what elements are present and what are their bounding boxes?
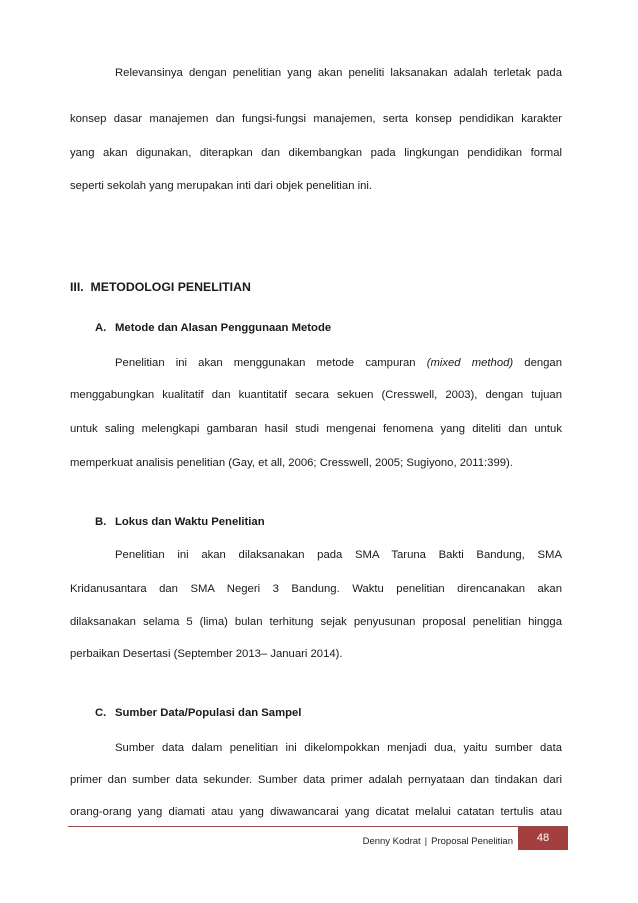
- paragraph-line: Penelitian ini akan dilaksanakan pada SMA Taruna Bakti Bandung, SMA: [115, 549, 562, 561]
- footer-rule: [68, 826, 568, 827]
- paragraph-line: Kridanusantara dan SMA Negeri 3 Bandung. Waktu penelitian direncanakan akan: [70, 583, 562, 595]
- paragraph-line: orang-orang yang diamati atau yang diwawancarai yang dicatat melalui catatan tertulis atau: [70, 806, 562, 818]
- paragraph-line: perbaikan Desertasi (September 2013– Januari 2014).: [70, 648, 343, 660]
- text-run: Penelitian ini akan menggunakan metode campuran: [115, 357, 427, 369]
- paragraph-line: konsep dasar manajemen dan fungsi-fungsi manajemen, serta konsep pendidikan karakter: [70, 113, 562, 125]
- footer-author: Denny Kodrat: [362, 836, 421, 847]
- paragraph-line: Sumber data dalam penelitian ini dikelompokkan menjadi dua, yaitu sumber data: [115, 742, 562, 754]
- section-title: METODOLOGI PENELITIAN: [90, 280, 251, 294]
- section-heading: [70, 279, 251, 295]
- footer-separator: |: [424, 836, 428, 847]
- subsection-title: Lokus dan Waktu Penelitian: [115, 516, 265, 528]
- subsection-heading-a: [95, 320, 331, 336]
- subsection-title: Sumber Data/Populasi dan Sampel: [115, 707, 302, 719]
- text-run: dengan: [513, 357, 562, 369]
- paragraph-line: yang akan digunakan, diterapkan dan dikembangkan pada lingkungan pendidikan formal: [70, 147, 562, 159]
- footer-text: [363, 835, 513, 849]
- subsection-letter: C.: [95, 707, 107, 719]
- italic-term: (mixed method): [426, 357, 514, 369]
- subsection-letter: A.: [95, 322, 107, 334]
- paragraph-line: primer dan sumber data sekunder. Sumber data primer adalah pernyataan dan tindakan dari: [70, 774, 562, 786]
- paragraph-line: untuk saling melengkapi gambaran hasil studi mengenai fenomena yang diteliti dan untuk: [70, 423, 562, 435]
- paragraph-line: memperkuat analisis penelitian (Gay, et all, 2006; Cresswell, 2005; Sugiyono, 2011:399).: [70, 457, 513, 469]
- paragraph-line: menggabungkan kualitatif dan kuantitatif secara sekuen (Cresswell, 2003), dengan tujuan: [70, 389, 562, 401]
- footer-doc-title: Proposal Penelitian: [431, 836, 513, 847]
- subsection-heading-b: [95, 514, 265, 530]
- subsection-heading-c: [95, 705, 301, 721]
- paragraph-line: dilaksanakan selama 5 (lima) bulan terhitung sejak penyusunan proposal penelitian hingga: [70, 616, 562, 628]
- paragraph-line: Relevansinya dengan penelitian yang akan peneliti laksanakan adalah terletak pada: [115, 67, 562, 79]
- paragraph-line: seperti sekolah yang merupakan inti dari objek penelitian ini.: [70, 180, 373, 192]
- paragraph-line: [115, 355, 562, 371]
- page-number: 48: [518, 827, 568, 850]
- section-number: III.: [70, 280, 84, 294]
- subsection-title: Metode dan Alasan Penggunaan Metode: [115, 322, 332, 334]
- subsection-letter: B.: [95, 516, 107, 528]
